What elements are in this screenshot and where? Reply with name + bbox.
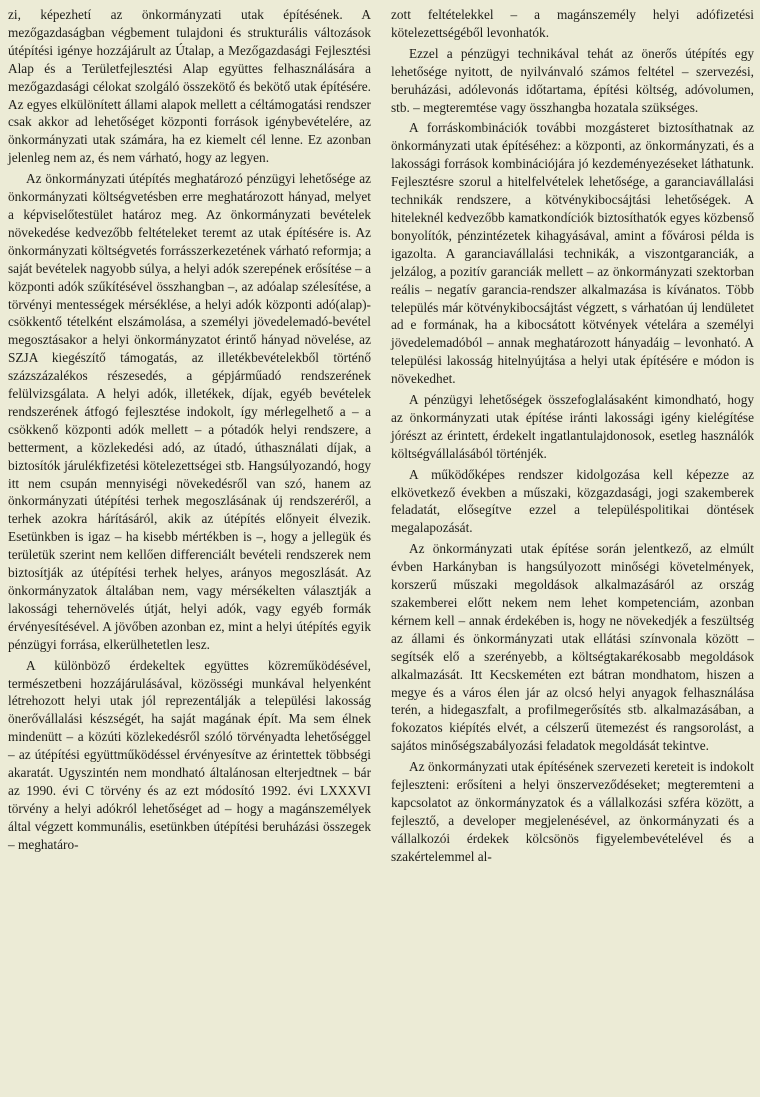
- paragraph: A működőképes rendszer kidolgozása kell képezze az elkövetkező években a műszaki, közgazdasági, jogi szakemberek feladatát, elősegítve ezzel a településpolitikai döntések megalapozását.: [391, 466, 754, 536]
- paragraph: A pénzügyi lehetőségek összefoglalásaként kimondható, hogy az önkormányzati utak építése iránti lakossági igény kielégítése jórészt az érintett, érdekelt ingatlantulajdonosok, esetleg használók költségvállalásából történjék.: [391, 392, 754, 461]
- paragraph: A forráskombinációk további mozgásteret biztosíthatnak az önkormányzati utak építéséhez: a központi, az önkormányzati, és a lakossági források kombinációjára jó kezdeményezéseket láthatunk. Fejlesztésre szorul a hitelfelvételek lehetősége, a garanciavállalási technikák rendszere, a kötvénykibocsájtási lehetőségek. A hiteleknél kedvezőbb kamatkondíciók biztosíthatók egyes közbenső bonyolítók, pénzintézetek kihagyásával, amint a fővárosi példa is igazolta. A garanciavállalási technikák, a viszontgaranciák, a jelzálog, a pozitív garanciák mellett – az önkormányzati szektorban reális – negatív garancia-rendszer alkalmazása is kívánatos. Több település már kötvénykibocsájtást végzett, s várhatóan új lendületet ad e formának, ha a kibocsátott kötvények vételára a személyi jövedelemadóból – annak meghatározott hányadáig – levonható. A települési lakosság hitelnyújtása a helyi utak építésére e módon is növekedhet.: [391, 120, 754, 387]
- paragraph: Az önkormányzati útépítés meghatározó pénzügyi lehetősége az önkormányzati költségvetésben erre meghatározott hányad, melyet a képviselőtestület határoz meg. Az önkormányzati bevételek növekedése kedvezőbb feltételeket teremt az utak építésére is. Az önkormányzati költségvetés forrásszerkezetének várható reformja; a saját bevételek nagyobb súlya, a helyi adók szerepének erősítése – a központi adók szűkítésével összhangban –, az adóalap szélesítése, a törvényi mentességek mérséklése, a helyi adók központi adó(alap)-csökkentő tételként elszámolása, a személyi jövedelemadó-bevétel megosztásakor a helyi önkormányzatot érintő hányad növelése, az SZJA kiegészítő támogatás, az illetékbevételekből történő százszázalékos részesedés, a gépjárműadó rendszerének felülvizsgálata. A helyi adók, illetékek, díjak, egyéb bevételek rendszerének átfogó fejlesztése indokolt, így mérlegelhető a – a csökkenő központi adók mellett – a pótadók helyi rendszere, a betterment, a közlekedési adó, az útadó, úthasználati díjak, a biztosítók járulékfizetési kötelezettségei stb. Hangsúlyozandó, hogy itt nem csupán mennyiségi növekedésről van szó, hanem az önkormányzati útépítési terhek megoszlásának új rendszeréről, a terhek azokra hárításáról, akik az útépítés előnyeit élvezik. Esetünkben is igaz – ha kisebb mértékben is –, hogy a jellegük és területük szerint nem kellően differenciált bevételi rendszerek nem biztosítják az útépítési terhek helyes, arányos megoszlását. Az önkormányzatok általában nem, vagy mérsékelten választják a lakossági tehernövelés útját, helyi adók, vagy egyéb formák érvényesítésével. A jövőben azonban ez, mint a helyi útépítés egyik pénzügyi forrása, elkerülhetetlen lesz.: [8, 171, 371, 652]
- right-column: [391, 6, 754, 1097]
- paragraph: Ezzel a pénzügyi technikával tehát az önerős útépítés egy lehetősége nyitott, de nyilvánvaló számos feltétel – szervezési, beruházási, adólevonás időtartama, építési költség, adóvolumen, stb. – megteremtése vagy összhangba hozatala szükséges.: [391, 45, 754, 115]
- paragraph: zott feltételekkel – a magánszemély helyi adófizetési kötelezettségéből levonhatók.: [391, 7, 754, 40]
- left-column: [8, 6, 371, 1097]
- paragraph: zi, képezhetí az önkormányzati utak építésének. A mezőgazdaságban végbement tulajdoni és strukturális változások útépítési igénye hozzájárult az Útalap, a Mezőgazdasági Fejlesztési Alap és a Területfejlesztési Alap együttes felhasználására a mezőgazdasági célokat szolgáló összekötő és bekötő utak építésére. Az egyes elkülönített állami alapok mellett a céltámogatási rendszer csak akkor ad lehetőséget központi források igénybevételére, az önkormányzati utak számára, ha ez kiemelt cél lenne. Ez azonban jelenleg nem az, és nem várható, hogy az legyen.: [8, 7, 371, 166]
- paragraph: Az önkormányzati utak építése során jelentkező, az elmúlt évben Harkányban is hangsúlyozott minőségi követelmények, korszerű műszaki megoldások alkalmazásáról az ország szakemberei előtt nekem nem lehet kompetenciám, azonban kérnem kell – annak érdekében is, hogy ne növekedjék a feszültség az állami és önkormányzati utak ellátási színvonala között – segítsék elő a szerényebb, a költségtakarékosabb megoldások alkalmazását. Itt Kecskeméten ezt bátran mondhatom, hiszen a megye és a város élen jár az olcsó helyi anyagok felhasználása terén, a hidegaszfalt, a profilmegerősítés stb. alkalmazásában, a fokozatos kiépítés elvét, a célszerű ütemezést és rangsorolást, a sajátos minőségszabályozási feladatok megoldását tekintve.: [391, 541, 754, 754]
- paragraph: Az önkormányzati utak építésének szervezeti kereteit is indokolt fejleszteni: erősíteni a helyi önszerveződéseket; megteremteni a kapcsolatot az önkormányzatok és a vállalkozási szféra között, a fejlesztő, a developer megjelenésével, az önkormányzati és a vállalkozói érdekek kölcsönös figyelembevételével és a szakértelemmel al-: [391, 759, 754, 864]
- paragraph: A különböző érdekeltek együttes közreműködésével, természetbeni hozzájárulásával, közösségi munkával helyenként létrehozott helyi utak jól reprezentálják a települési lakosság önerővállalási készségét, ha saját magának épít. Ma sem élnek mindenütt – a közúti közlekedésről szóló törvényadta lehetőséggel – az útépítési együttműködéssel érvényesítve az érintettek többségi akaratát. Ugyszintén nem mondható általánosan elterjedtnek – bár az 1990. évi C törvény és az ezt módosító 1992. évi LXXXVI törvény a helyi adókról lehetőséget ad – hogy a magánszemélyek által végzett kommunális, esetünkben útépítési beruházási összegek – meghatáro-: [8, 657, 371, 852]
